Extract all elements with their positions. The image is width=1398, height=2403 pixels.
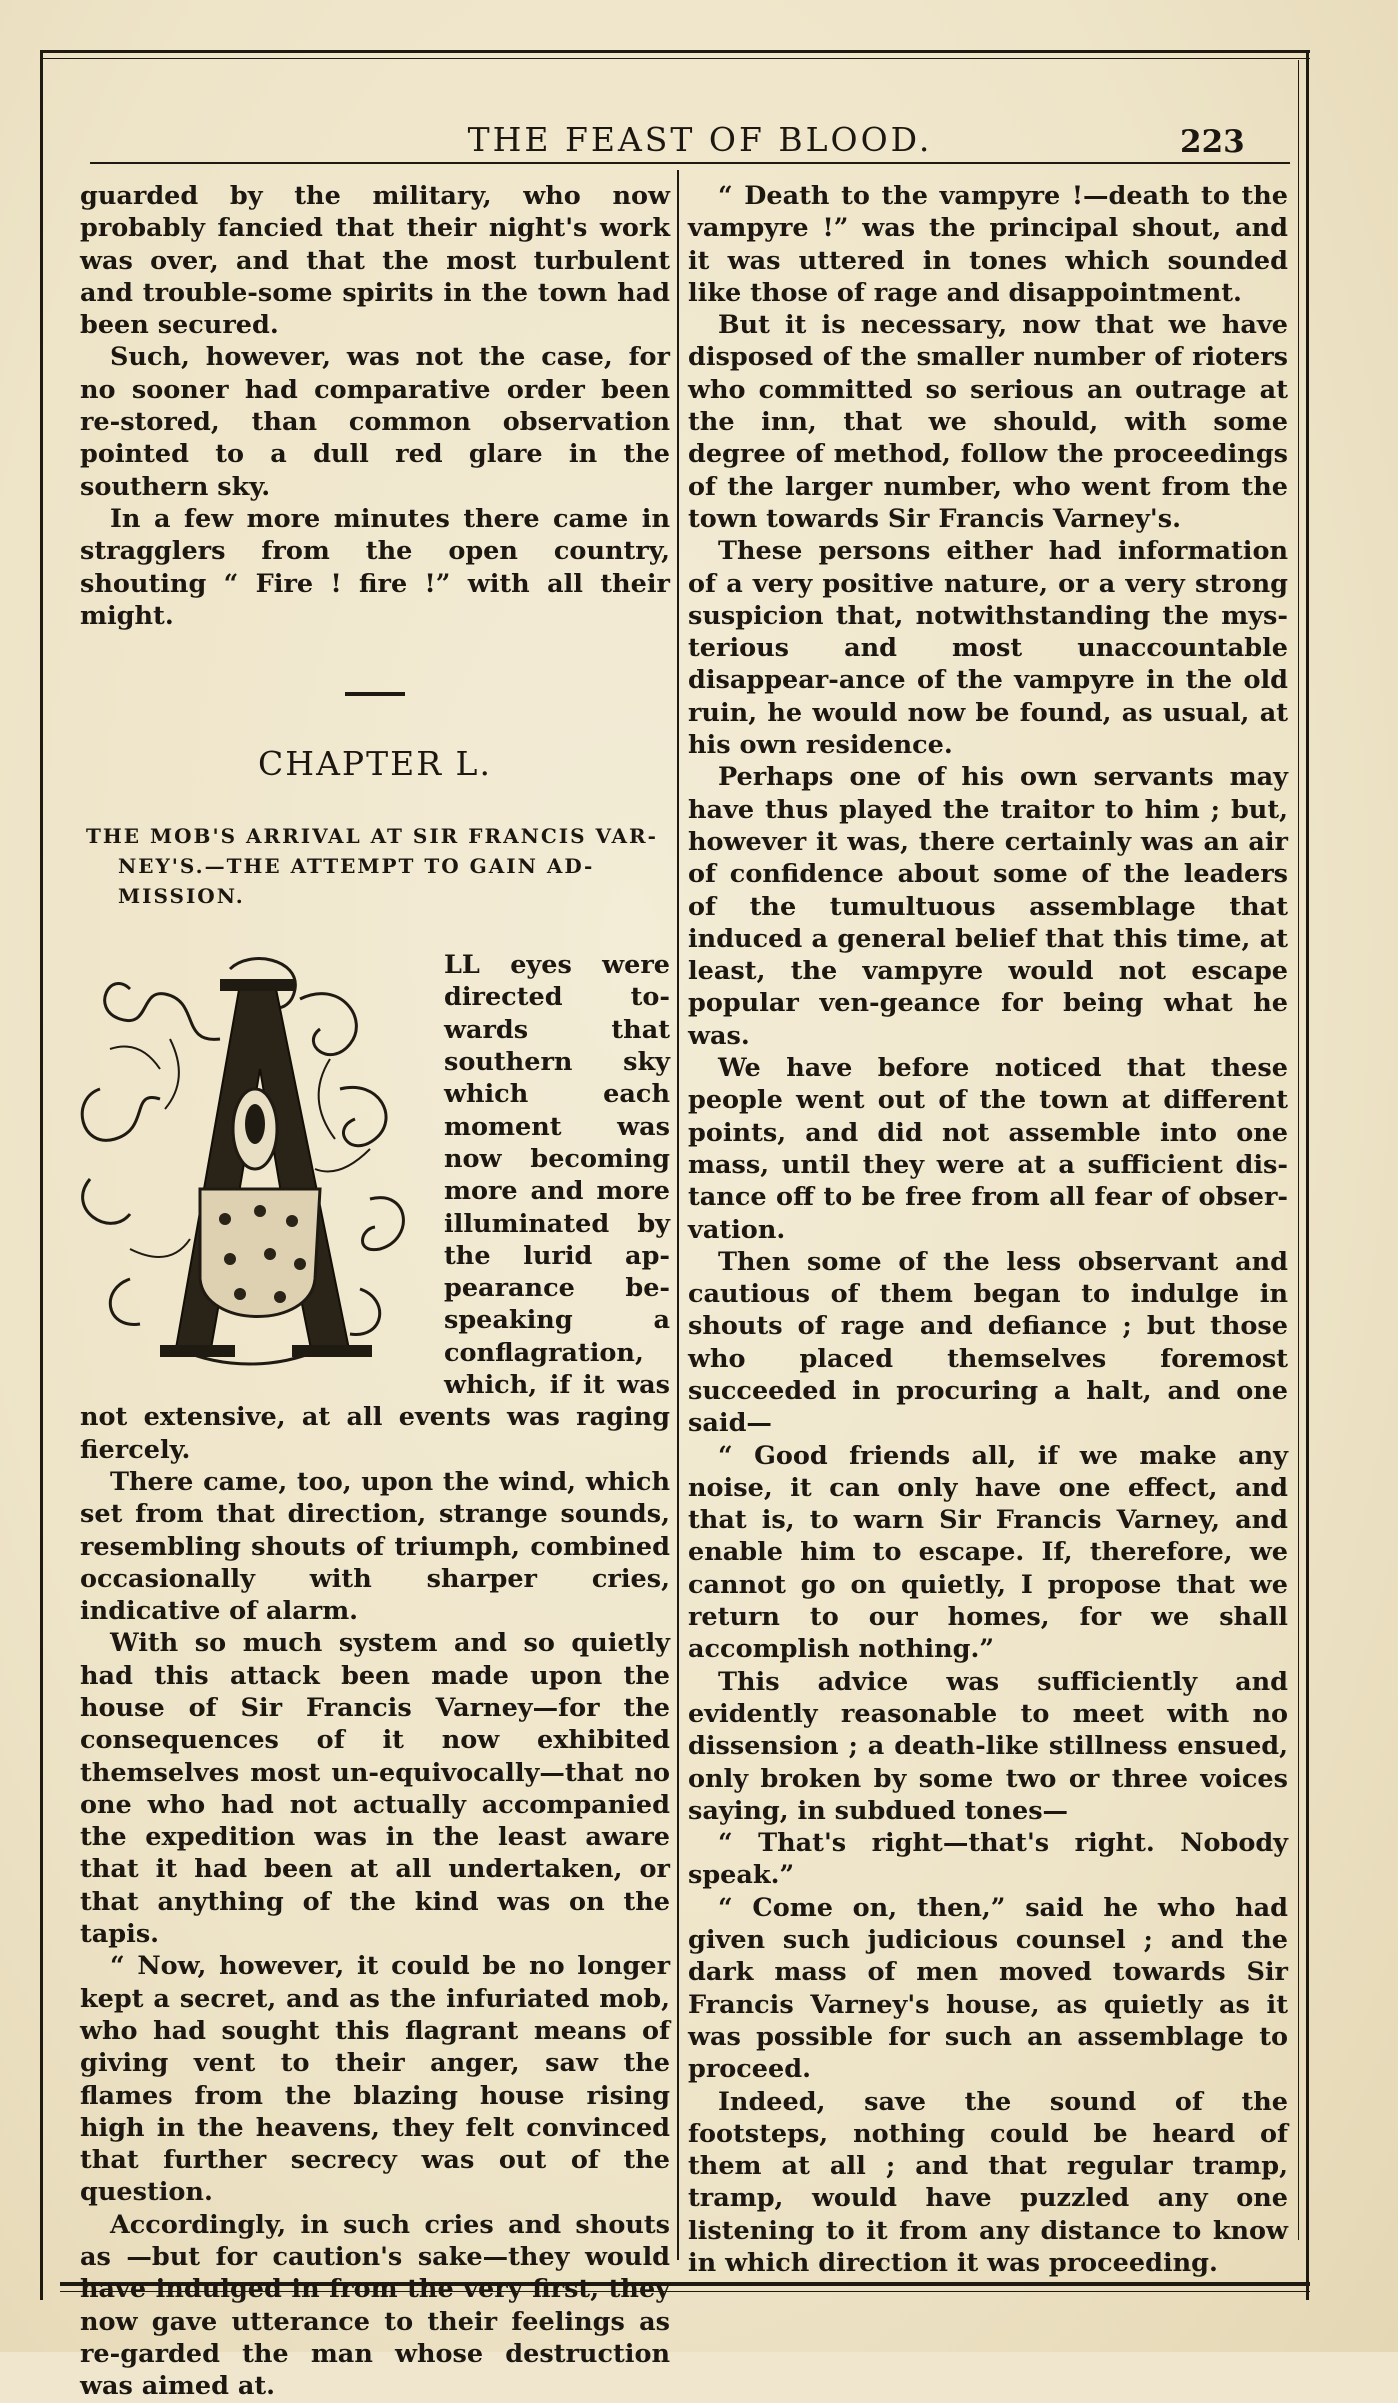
paragraph: guarded by the military, who now probably fancied that their night's work was over, and that the most turbulent and trouble-some spirits in the town had been secured. (80, 181, 670, 341)
paragraph: “ Good friends all, if we make any noise, it can only have one effect, and that is, to warn Sir Francis Varney, and enable him to escape. If, therefore, we cannot go on quietly, I propose that we return to our homes, for we shall accomplish nothing.” (688, 1440, 1288, 1665)
paragraph: Then some of the less observant and cautious of them began to indulge in shouts of rage and defiance ; but those who placed themselves foremost succeeded in procuring a halt, and one said— (688, 1246, 1288, 1439)
paragraph: Perhaps one of his own servants may have thus played the traitor to him ; but, however it was, there certainly was an air of confidence about some of the leaders of the tumultuous assemblage that induced a general belief that this time, at least, the vampyre would not escape popular ven-geance for being what he was. (688, 762, 1288, 1051)
paragraph: But it is necessary, now that we have disposed of the smaller number of rioters who committed so serious an outrage at the inn, that we should, with some degree of method, follow the proceedings of the larger number, who went from the town towards Sir Francis Varney's. (688, 310, 1288, 534)
paragraph: “ Now, however, it could be no longer kept a secret, and as the infuriated mob, who had sought this flagrant means of giving vent to their anger, saw the flames from the blazing house rising high in the heavens, they felt convinced that further secrecy was out of the question. (80, 1951, 670, 2208)
top-border-rule-thin (40, 58, 1310, 59)
chapter-subtitle: THE MOB'S ARRIVAL AT SIR FRANCIS VAR-NEY'S.—THE ATTEMPT TO GAIN AD-MISSION. (86, 824, 658, 909)
left-border-rule (40, 50, 43, 2300)
paragraph: LL eyes were directed to-wards that southern sky which each moment was now becoming more and more illuminated by the lurid ap-pearance be-speaking a conflagration, which, if it was not extensive, at all events was raging fiercely. (80, 950, 670, 1465)
paragraph: There came, too, upon the wind, which set from that direction, strange sounds, resembling shouts of triumph, combined occasionally with sharper cries, indicative of alarm. (80, 1466, 670, 1627)
right-border-rule-inner (1298, 60, 1299, 2240)
paragraph: Accordingly, in such cries and shouts as —but for caution's sake—they would have indulged in from the very first, they now gave utterance to their feelings as re-garded the man whose destruction was aimed at. (80, 2209, 670, 2402)
column-divider (677, 170, 679, 2260)
paragraph: “ Death to the vampyre !—death to the vampyre !” was the principal shout, and it was uttered in tones which sounded like those of rage and disappointment. (688, 181, 1288, 308)
chapter-title: CHAPTER L. (258, 744, 492, 784)
running-title: THE FEAST OF BLOOD. (467, 120, 933, 159)
paragraph: We have before noticed that these people went out of the town at different points, and did not assemble into one mass, until they were at a sufficient dis-tance off to be free from all fear of obser-vation. (688, 1053, 1288, 1245)
left-column (80, 180, 670, 2403)
paragraph: “ Come on, then,” said he who had given such judicious counsel ; and the dark mass of men moved towards Sir Francis Varney's house, as quietly as it was possible for such an assemblage to proceed. (688, 1892, 1288, 2085)
page-number: 223 (1180, 124, 1245, 160)
paragraph: Such, however, was not the case, for no sooner had comparative order been re-stored, than common observation pointed to a dull red glare in the southern sky. (80, 342, 670, 502)
paragraph: In a few more minutes there came in stragglers from the open country, shouting “ Fire ! fire !” with all their might. (80, 503, 670, 631)
paragraph: Indeed, save the sound of the footsteps, nothing could be heard of them at all ; and that regular tramp, tramp, would have puzzled any one listening to it from any distance to know in which direction it was proceeding. (688, 2086, 1288, 2278)
paragraph: This advice was sufficiently and evidently reasonable to meet with no dissension ; a death-like stillness ensued, only broken by some two or three voices saying, in subdued tones— (688, 1666, 1288, 1826)
right-column (688, 180, 1288, 2279)
section-separator (345, 692, 405, 696)
right-border-rule (1306, 50, 1309, 2300)
paragraph: With so much system and so quietly had this attack been made upon the house of Sir Francis Varney—for the consequences of it now exhibited themselves most un-equivocally—that no one who had not actually accompanied the expedition was in the least aware that it had been at all undertaken, or that anything of the kind was on the tapis. (80, 1628, 670, 1950)
paragraph: These persons either had information of a very positive nature, or a very strong suspicion that, notwithstanding the mys-terious and most unaccountable disappear-ance of the vampyre in the old ruin, he would now be found, as usual, at his own residence. (688, 536, 1288, 761)
ornamental-dropcap-a (70, 949, 430, 1374)
header-underline (90, 162, 1290, 164)
top-border-rule (40, 50, 1310, 53)
paragraph: “ That's right—that's right. Nobody speak.” (688, 1828, 1288, 1891)
